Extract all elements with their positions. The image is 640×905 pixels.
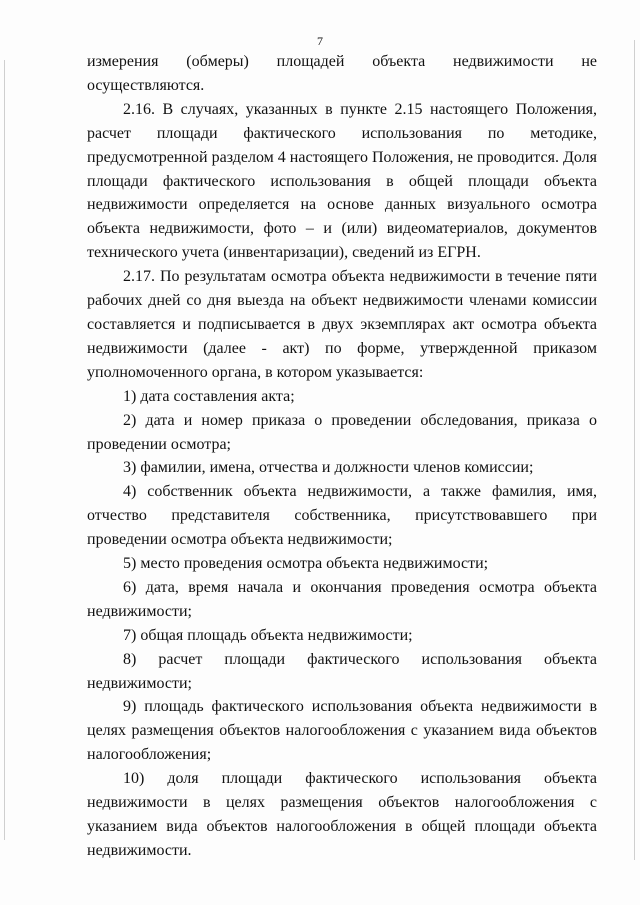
list-item: 1) дата составления акта;	[123, 387, 295, 405]
document-body	[87, 50, 597, 863]
list-item: 2) дата и номер приказа о проведении обследования, приказа о проведении осмотра;	[87, 411, 597, 453]
list-item: 10) доля площади фактического использования объекта недвижимости в целях размещения объектов налогообложения с указанием вида объектов налогообложения в общей площади объекта недвижимости.	[87, 770, 597, 859]
list-item: 3) фамилии, имена, отчества и должности членов комиссии;	[123, 459, 534, 477]
list-item: 9) площадь фактического использования объекта недвижимости в целях размещения объектов налогообложения с указанием вида объектов налогообложения;	[87, 698, 597, 764]
scan-edge-mark-left	[4, 60, 5, 840]
list-item: 5) место проведения осмотра объекта недвижимости;	[123, 555, 489, 573]
list-item: 4) собственник объекта недвижимости, а также фамилия, имя, отчество представителя собственника, присутствовавшего при проведении осмотра объекта недвижимости;	[87, 483, 597, 549]
scan-edge-mark-right	[634, 40, 635, 860]
paragraph-2-17: 2.17. По результатам осмотра объекта недвижимости в течение пяти рабочих дней со дня выезда на объект недвижимости членами комиссии составляется и подписывается в двух экземплярах акт осмотра объекта недвижимости (далее - акт) по форме, утвержденной приказом уполномоченного органа, в котором указывается:	[87, 268, 597, 381]
list-item: 7) общая площадь объекта недвижимости;	[123, 626, 413, 644]
list-item: 6) дата, время начала и окончания проведения осмотра объекта недвижимости;	[87, 578, 597, 620]
paragraph-2-16: 2.16. В случаях, указанных в пункте 2.15 настоящего Положения, расчет площади фактического использования по методике, предусмотренной разделом 4 настоящего Положения, не проводится. Доля площади фактического использования в общей площади объекта недвижимости определяется на основе данных визуального осмотра объекта недвижимости, фото – и (или) видеоматериалов, документов технического учета (инвентаризации), сведений из ЕГРН.	[87, 100, 597, 262]
paragraph-continuation: измерения (обмеры) площадей объекта недвижимости не осуществляются.	[87, 53, 597, 94]
list-item: 8) расчет площади фактического использования объекта недвижимости;	[87, 650, 597, 692]
page-number: 7	[317, 34, 323, 48]
